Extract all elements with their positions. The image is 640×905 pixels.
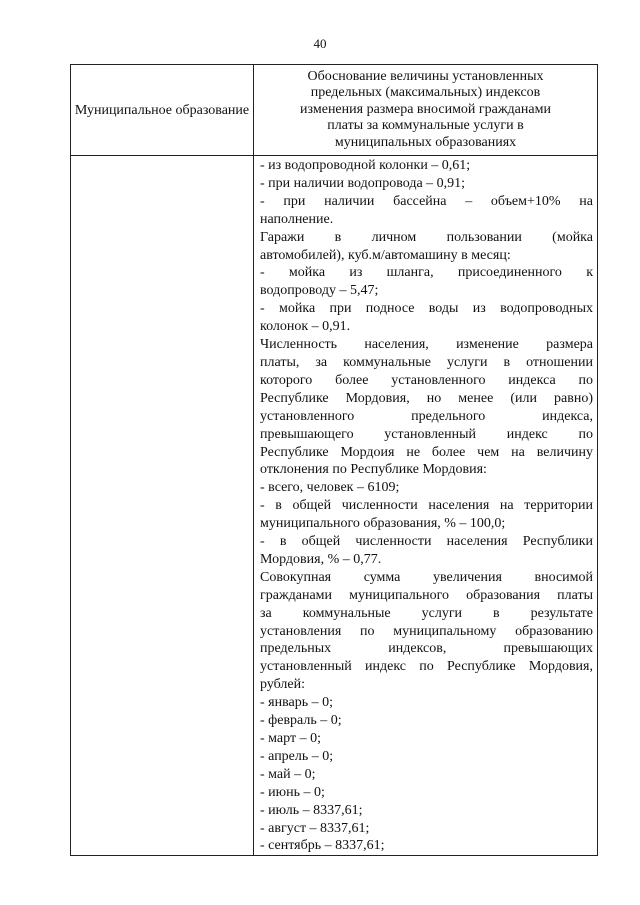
text-line: рублей: <box>260 677 305 693</box>
text-line: муниципального образования, % – 100,0; <box>260 516 506 532</box>
header-line: Обоснование величины установленных <box>307 68 544 84</box>
header-line: изменения размера вносимой гражданами <box>300 101 551 117</box>
municipality-cell <box>71 156 254 856</box>
text-line: Совокупная сумма увеличения вносимой <box>260 569 593 585</box>
text-line: - март – 0; <box>260 731 321 746</box>
text-line: - июль – 8337,61; <box>260 802 363 818</box>
text-line: - август – 8337,61; <box>260 820 370 836</box>
text-line: гражданами муниципального образования платы <box>260 587 593 603</box>
text-line: предельных индексов, превышающих <box>260 641 593 657</box>
text-line: - всего, человек – 6109; <box>260 480 400 496</box>
text-line: платы, за коммунальные услуги в отношении <box>260 354 593 370</box>
text-line: которого более установленного индекса по <box>260 372 593 388</box>
header-municipality: Муниципальное образование <box>71 65 254 156</box>
header-line: муниципальных образованиях <box>334 134 517 150</box>
text-line: - мойка из шланга, присоединенного к <box>260 265 593 281</box>
text-line: автомобилей), куб.м/автомашину в месяц: <box>260 247 511 263</box>
text-line: Республике Мордоия не более чем на величину <box>260 444 593 460</box>
text-line: установленный индекс по Республике Мордовия, <box>260 659 593 675</box>
text-line: - январь – 0; <box>260 695 334 711</box>
text-line: превышающего установленный индекс по <box>260 426 593 442</box>
table-body-row <box>71 156 598 856</box>
text-line: водопроводу – 5,47; <box>260 283 379 299</box>
text-line: отклонения по Республике Мордовия: <box>260 462 487 478</box>
header-justification <box>254 65 598 156</box>
text-line: - в общей численности населения на территории <box>260 498 593 514</box>
text-line: - в общей численности населения Республики <box>260 534 593 550</box>
text-line: за коммунальные услуги в результате <box>260 605 593 621</box>
text-line: - из водопроводной колонки – 0,61; <box>260 158 471 173</box>
text-line: - июнь – 0; <box>260 784 325 800</box>
page-number: 40 <box>313 36 327 51</box>
text-line: Численность населения, изменение размера <box>260 337 593 353</box>
header-line: предельных (максимальных) индексов <box>310 85 541 101</box>
text-line: наполнение. <box>260 211 334 227</box>
table-header-row <box>71 65 598 156</box>
document-table <box>70 64 598 856</box>
text-line: - мойка при подносе воды из водопроводных <box>260 301 593 317</box>
text-line: - май – 0; <box>260 766 316 782</box>
text-line: - февраль – 0; <box>260 713 342 729</box>
text-line: - при наличии водопровода – 0,91; <box>260 175 466 191</box>
text-line: - апрель – 0; <box>260 748 334 764</box>
text-line: установленного предельного индекса, <box>260 408 593 424</box>
text-line: колонок – 0,91. <box>260 319 351 335</box>
text-line: установления по муниципальному образованию <box>260 623 593 639</box>
text-line: - при наличии бассейна – объем+10% на <box>260 193 593 209</box>
text-line: Гаражи в личном пользовании (мойка <box>260 229 593 245</box>
text-line: Республике Мордовия, но менее (или равно) <box>260 390 593 406</box>
text-line: - сентябрь – 8337,61; <box>260 838 385 854</box>
justification-cell <box>254 156 598 856</box>
text-line: Мордовия, % – 0,77. <box>260 551 382 567</box>
header-line: платы за коммунальные услуги в <box>327 118 524 134</box>
